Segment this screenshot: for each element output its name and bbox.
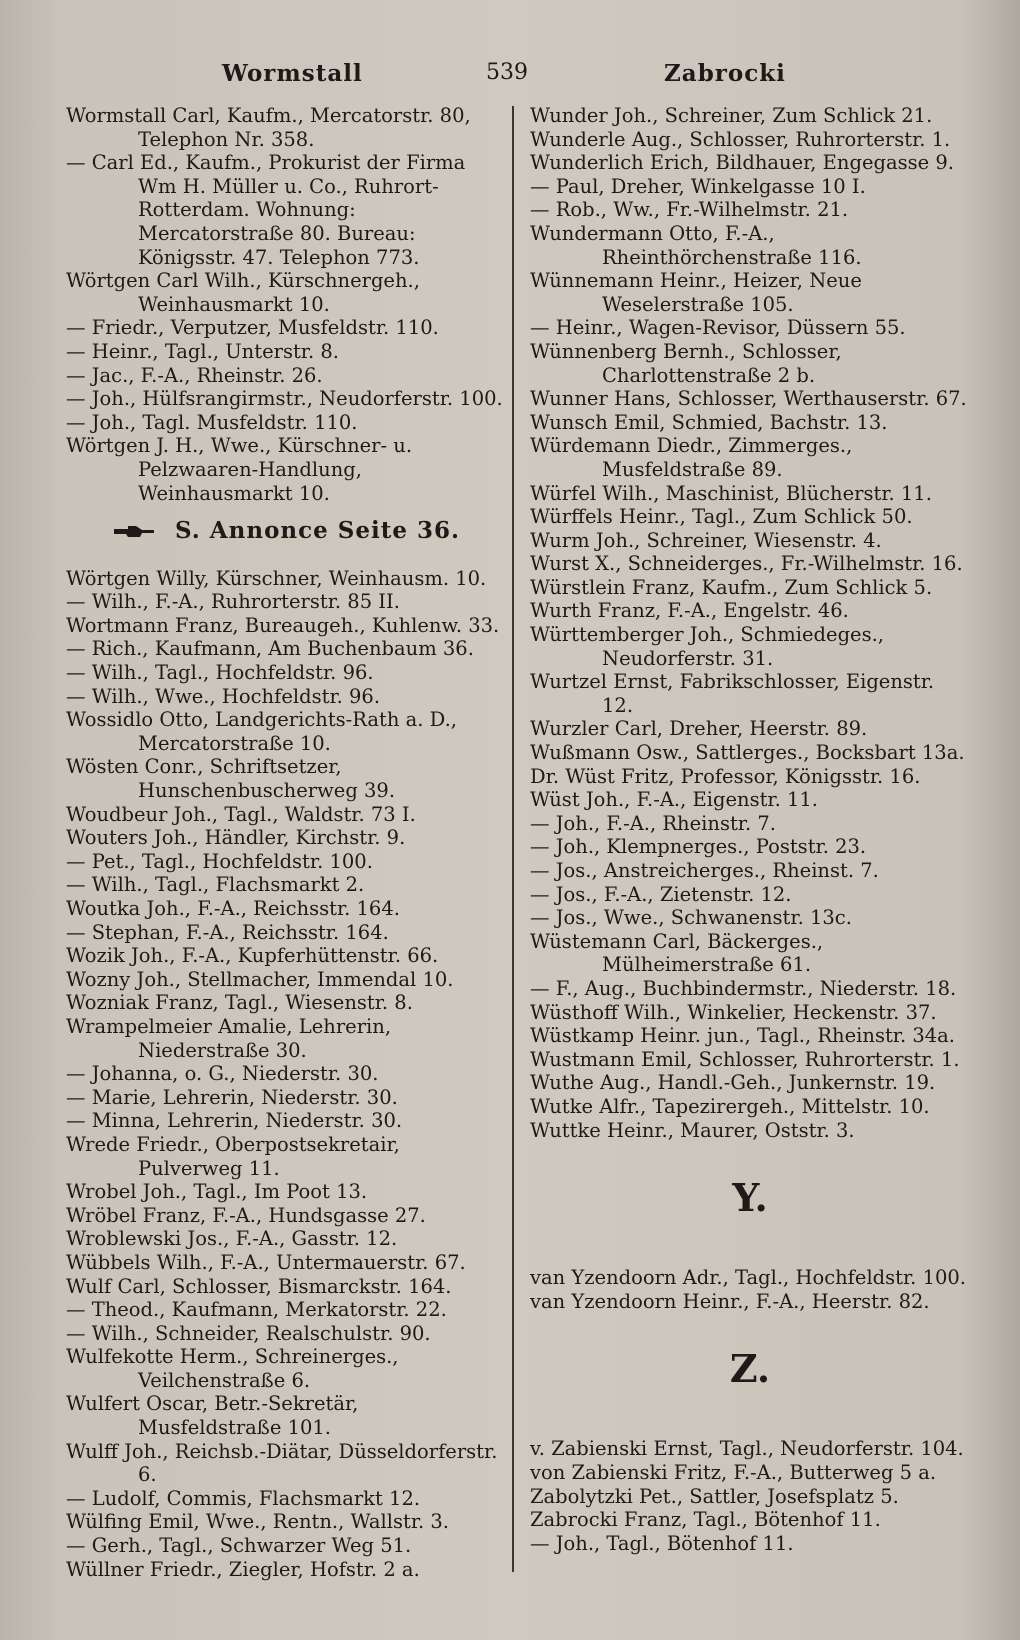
header-last-entry: Zabrocki xyxy=(664,60,786,87)
entry: Wörtgen J. H., Wwe., Kürschner- u. Pelzwaaren-Handlung, Weinhausmarkt 10. xyxy=(66,434,413,505)
entry: Wröbel Franz, F.-A., Hundsgasse 27. xyxy=(66,1203,426,1227)
entry: Wörtgen Carl Wilh., Kürschnergeh., Weinhausmarkt 10. xyxy=(66,269,420,316)
entry: Wurm Joh., Schreiner, Wiesenstr. 4. xyxy=(530,528,882,552)
entry: Wroblewski Jos., F.-A., Gasstr. 12. xyxy=(66,1227,398,1251)
entry: Wuttke Heinr., Maurer, Oststr. 3. xyxy=(530,1118,855,1142)
entry: Wußmann Osw., Sattlerges., Bocksbart 13a. xyxy=(530,741,965,765)
entry: — Theod., Kaufmann, Merkatorstr. 22. xyxy=(66,1298,447,1322)
entry: Wulfekotte Herm., Schreinerges., Veilchenstraße 6. xyxy=(66,1345,399,1392)
entry: — Paul, Dreher, Winkelgasse 10 I. xyxy=(530,174,866,198)
entry: — Joh., Klempnerges., Poststr. 23. xyxy=(530,835,867,859)
entry: Wülfing Emil, Wwe., Rentn., Wallstr. 3. xyxy=(66,1510,450,1534)
entry: Wunderlich Erich, Bildhauer, Engegasse 9. xyxy=(530,151,954,175)
annonce-reference xyxy=(66,519,506,543)
entry: — Wilh., Schneider, Realschulstr. 90. xyxy=(66,1321,431,1345)
header-first-entry: Wormstall xyxy=(222,60,363,87)
entry: van Yzendoorn Adr., Tagl., Hochfeldstr. 100. xyxy=(530,1266,966,1290)
entry: Wünnemann Heinr., Heizer, Neue Weselerstraße 105. xyxy=(530,269,862,316)
entry: Wozny Joh., Stellmacher, Immendal 10. xyxy=(66,967,454,991)
entry: — Jos., Wwe., Schwanenstr. 13c. xyxy=(530,906,852,930)
entry: Woudbeur Joh., Tagl., Waldstr. 73 I. xyxy=(66,802,416,826)
entry: Wustmann Emil, Schlosser, Ruhrorterstr. 1. xyxy=(530,1047,960,1071)
entry: Wurth Franz, F.-A., Engelstr. 46. xyxy=(530,599,849,623)
entry: — Rich., Kaufmann, Am Buchenbaum 36. xyxy=(66,637,474,661)
entry: — Joh., Tagl., Bötenhof 11. xyxy=(530,1531,794,1555)
entry: Wösten Conr., Schriftsetzer, Hunschenbuscherweg 39. xyxy=(66,755,396,803)
page-number: 539 xyxy=(486,60,528,85)
entry: Wünnenberg Bernh., Schlosser, Charlottenstraße 2 b. xyxy=(530,339,842,387)
entry: — Jos., Anstreicherges., Rheinst. 7. xyxy=(530,859,879,882)
entry: van Yzendoorn Heinr., F.-A., Heerstr. 82. xyxy=(530,1289,930,1313)
entry: Wrede Friedr., Oberpostsekretair, Pulverweg 11. xyxy=(66,1132,400,1180)
entry: Wozniak Franz, Tagl., Wiesenstr. 8. xyxy=(66,991,413,1015)
entry: v. Zabienski Ernst, Tagl., Neudorferstr. 104. xyxy=(530,1437,964,1461)
entry: — Pet., Tagl., Hochfeldstr. 100. xyxy=(66,849,373,873)
entry: — Joh., Tagl. Musfeldstr. 110. xyxy=(66,410,358,434)
entry: Wulff Joh., Reichsb.-Diätar, Düsseldorferstr. 6. xyxy=(66,1439,498,1487)
entry: Wurst X., Schneiderges., Fr.-Wilhelmstr. 16. xyxy=(530,552,963,576)
entry: — Joh., F.-A., Rheinstr. 7. xyxy=(530,811,776,835)
entry: Woutka Joh., F.-A., Reichsstr. 164. xyxy=(66,897,400,920)
entry: — Minna, Lehrerin, Niederstr. 30. xyxy=(66,1109,403,1133)
entry: — Carl Ed., Kaufm., Prokurist der Firma Wm H. Müller u. Co., Ruhrort-Rotterdam. Wohnung: Mercatorstraße 80. Bureau: Königsstr. 47. Telephon 773. xyxy=(66,151,466,269)
entry: Wortmann Franz, Bureaugeh., Kuhlenw. 33. xyxy=(66,613,500,637)
entry: Wormstall Carl, Kaufm., Mercatorstr. 80, Telephon Nr. 358. xyxy=(66,104,471,151)
entry: Wunsch Emil, Schmied, Bachstr. 13. xyxy=(530,410,888,434)
pointing-hand-icon xyxy=(112,523,156,541)
entry: Wuthe Aug., Handl.-Geh., Junkernstr. 19. xyxy=(530,1071,936,1095)
entry: Wüllner Friedr., Ziegler, Hofstr. 2 a. xyxy=(66,1557,420,1581)
entry: Wundermann Otto, F.-A., Rheinthörchenstraße 116. xyxy=(530,221,862,269)
entry: Wrampelmeier Amalie, Lehrerin, Niederstraße 30. xyxy=(66,1014,392,1062)
entry: — Wilh., Tagl., Flachsmarkt 2. xyxy=(66,873,365,897)
entry: Wörtgen Willy, Kürschner, Weinhausm. 10. xyxy=(66,566,487,590)
entry: — Marie, Lehrerin, Niederstr. 30. xyxy=(66,1085,398,1109)
entry: Wunner Hans, Schlosser, Werthauserstr. 67. xyxy=(530,387,967,411)
right-column xyxy=(530,104,970,1555)
entry: Dr. Wüst Fritz, Professor, Königsstr. 16. xyxy=(530,764,921,788)
annonce-text: S. Annonce Seite 36. xyxy=(174,517,461,545)
left-column xyxy=(66,104,506,1581)
entry: Würffels Heinr., Tagl., Zum Schlick 50. xyxy=(530,505,913,529)
entry: — Wilh., Tagl., Hochfeldstr. 96. xyxy=(66,661,374,685)
entry: Württemberger Joh., Schmiedeges., Neudorferstr. 31. xyxy=(530,623,884,670)
entry: Wouters Joh., Händler, Kirchstr. 9. xyxy=(66,826,406,850)
entry: Wunder Joh., Schreiner, Zum Schlick 21. xyxy=(530,104,933,127)
entry: — Ludolf, Commis, Flachsmarkt 12. xyxy=(66,1486,421,1510)
section-letter-y: Y. xyxy=(732,1175,768,1221)
entry: — F., Aug., Buchbindermstr., Niederstr. 18. xyxy=(530,976,957,1000)
entry: Wunderle Aug., Schlosser, Ruhrorterstr. 1. xyxy=(530,127,951,151)
entry: — Heinr., Wagen-Revisor, Düssern 55. xyxy=(530,316,906,340)
running-header xyxy=(0,56,1020,96)
entry: — Wilh., F.-A., Ruhrorterstr. 85 II. xyxy=(66,590,400,614)
entry: Wulfert Oscar, Betr.-Sekretär, Musfeldstraße 101. xyxy=(66,1392,359,1440)
entry: von Zabienski Fritz, F.-A., Butterweg 5 a. xyxy=(530,1460,937,1484)
entry: Zabolytzki Pet., Sattler, Josefsplatz 5. xyxy=(530,1484,899,1508)
entry: Würstlein Franz, Kaufm., Zum Schlick 5. xyxy=(530,575,933,599)
entry: — Jos., F.-A., Zietenstr. 12. xyxy=(530,882,792,906)
entry: — Friedr., Verputzer, Musfeldstr. 110. xyxy=(66,316,439,340)
entry: Wurzler Carl, Dreher, Heerstr. 89. xyxy=(530,717,868,741)
entry: Wüsthoff Wilh., Winkelier, Heckenstr. 37. xyxy=(530,1000,937,1024)
entry: Würfel Wilh., Maschinist, Blücherstr. 11. xyxy=(530,481,932,505)
entry: Wüst Joh., F.-A., Eigenstr. 11. xyxy=(530,788,819,812)
entry: — Johanna, o. G., Niederstr. 30. xyxy=(66,1062,379,1086)
entry: — Rob., Ww., Fr.-Wilhelmstr. 21. xyxy=(530,198,849,222)
entry: Würdemann Diedr., Zimmerges., Musfeldstraße 89. xyxy=(530,434,853,481)
entry: — Jac., F.-A., Rheinstr. 26. xyxy=(66,363,323,387)
entry: Wossidlo Otto, Landgerichts-Rath a. D., Mercatorstraße 10. xyxy=(66,708,457,755)
entry: Wrobel Joh., Tagl., Im Poot 13. xyxy=(66,1180,368,1204)
entry: Wurtzel Ernst, Fabrikschlosser, Eigenstr. 12. xyxy=(530,670,935,717)
entry: Wübbels Wilh., F.-A., Untermauerstr. 67. xyxy=(66,1250,466,1274)
entry: — Gerh., Tagl., Schwarzer Weg 51. xyxy=(66,1534,412,1558)
entry: Wozik Joh., F.-A., Kupferhüttenstr. 66. xyxy=(66,944,439,968)
entry: Wutke Alfr., Tapezirergeh., Mittelstr. 10. xyxy=(530,1094,930,1118)
entry: — Wilh., Wwe., Hochfeldstr. 96. xyxy=(66,684,381,708)
entry: — Heinr., Tagl., Unterstr. 8. xyxy=(66,339,339,363)
entry: Wüstemann Carl, Bäckerges., Mülheimerstraße 61. xyxy=(530,929,824,977)
section-letter-z: Z. xyxy=(729,1346,771,1392)
entry: — Joh., Hülfsrangirmstr., Neudorferstr. 100. xyxy=(66,387,503,411)
entry: Wüstkamp Heinr. jun., Tagl., Rheinstr. 34a. xyxy=(530,1024,956,1048)
entry: Wulf Carl, Schlosser, Bismarckstr. 164. xyxy=(66,1274,452,1298)
entry: Zabrocki Franz, Tagl., Bötenhof 11. xyxy=(530,1508,881,1532)
column-divider xyxy=(512,106,514,1572)
entry: — Stephan, F.-A., Reichsstr. 164. xyxy=(66,920,389,944)
